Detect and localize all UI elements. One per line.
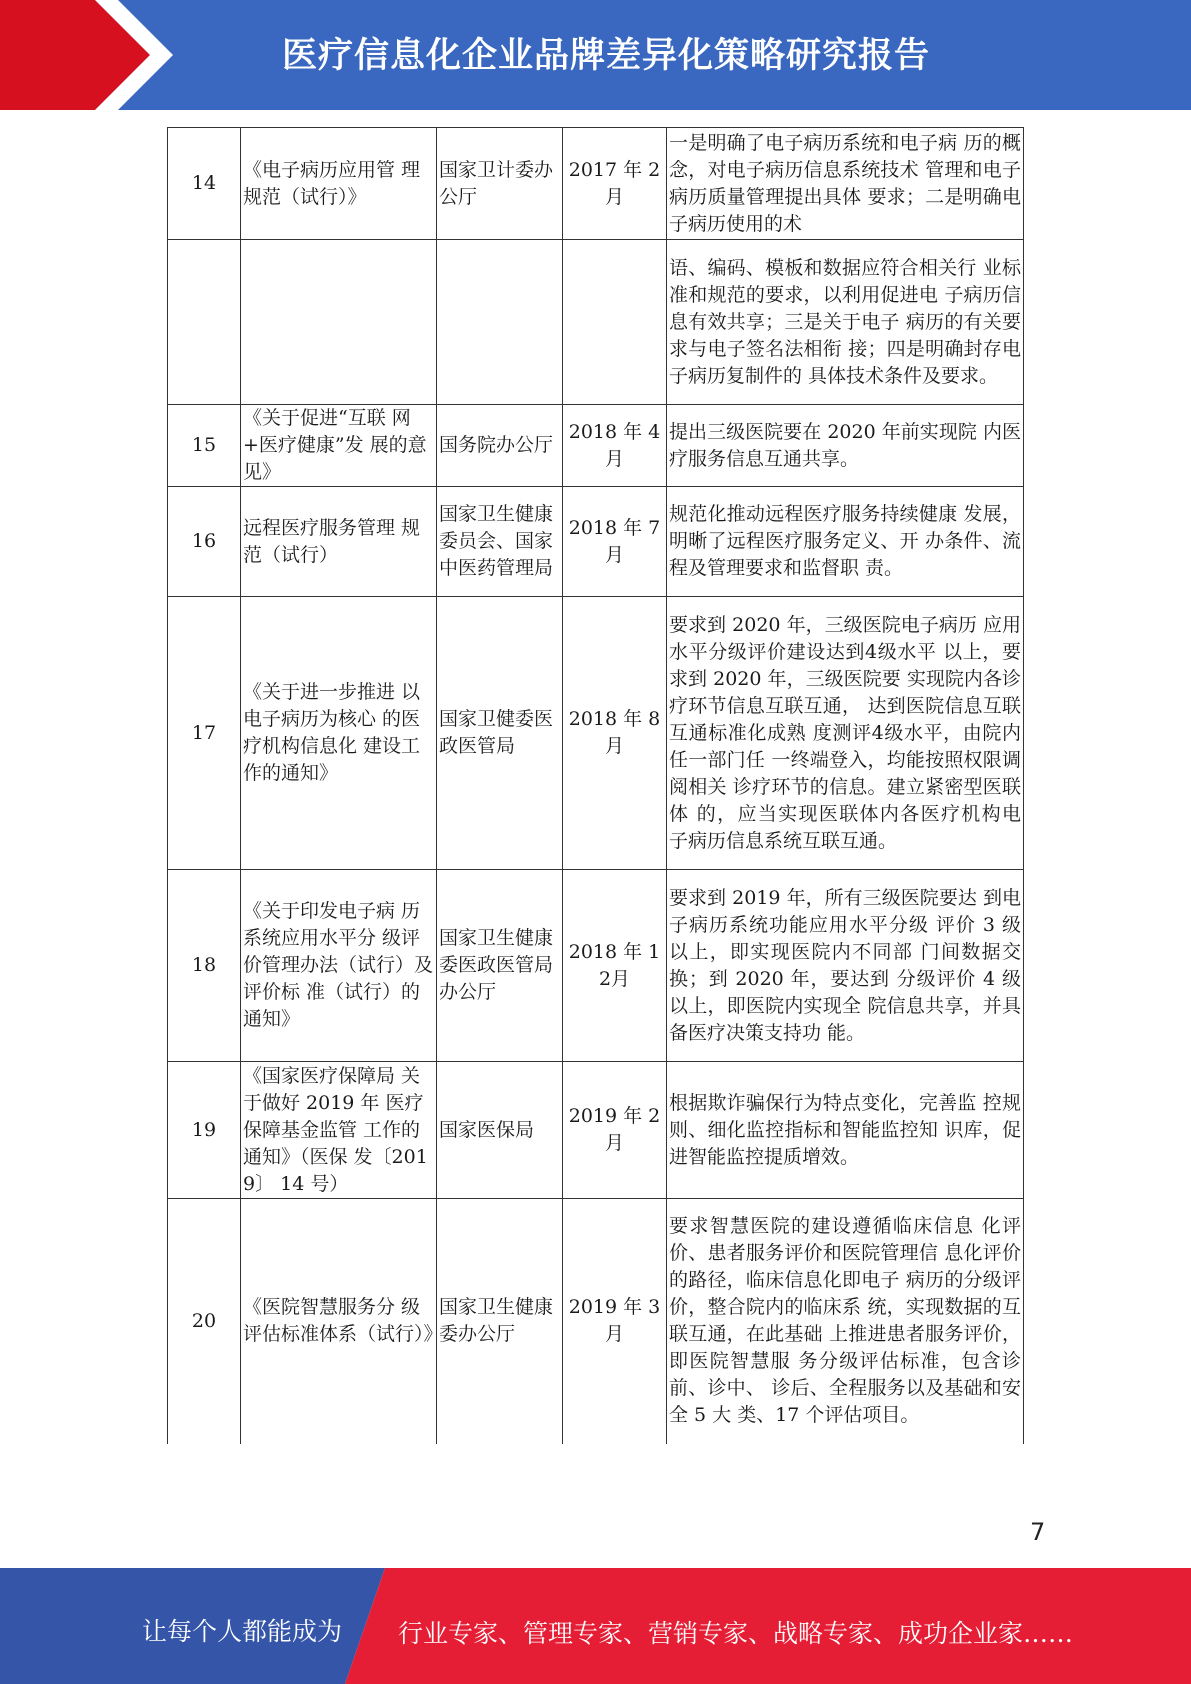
table-row bbox=[168, 1199, 1024, 1444]
issue-date: 2018 年 12月 bbox=[563, 870, 667, 1062]
policy-content: 语、编码、模板和数据应符合相关行 业标准和规范的要求，以利用促进电 子病历信息有效共享；三是关于电子 病历的有关要求与电子签名法相衔 接；四是明确封存电子病历复制件的 具体技术条件及要求。 bbox=[667, 240, 1024, 405]
issuing-authority: 国家医保局 bbox=[437, 1062, 563, 1199]
issue-date: 2018 年 8月 bbox=[563, 597, 667, 870]
issue-date bbox=[563, 240, 667, 405]
policy-content: 一是明确了电子病历系统和电子病 历的概念，对电子病历信息系统技术 管理和电子病历质量管理提出具体 要求；二是明确电子病历使用的术 bbox=[667, 128, 1024, 240]
policy-name: 《关于促进“互联 网+医疗健康”发 展的意见》 bbox=[241, 405, 437, 487]
policy-table bbox=[167, 127, 1024, 1444]
table-row bbox=[168, 487, 1024, 597]
row-number: 14 bbox=[168, 128, 241, 240]
policy-name: 《关于进一步推进 以电子病历为核心 的医疗机构信息化 建设工作的通知》 bbox=[241, 597, 437, 870]
row-number: 18 bbox=[168, 870, 241, 1062]
policy-name: 远程医疗服务管理 规范（试行） bbox=[241, 487, 437, 597]
issuing-authority: 国家卫生健康委办公厅 bbox=[437, 1199, 563, 1444]
table-row bbox=[168, 1062, 1024, 1199]
policy-name: 《医院智慧服务分 级评估标准体系（试行）》 bbox=[241, 1199, 437, 1444]
page-header bbox=[0, 0, 1191, 110]
row-number: 20 bbox=[168, 1199, 241, 1444]
issuing-authority: 国务院办公厅 bbox=[437, 405, 563, 487]
policy-content: 提出三级医院要在 2020 年前实现院 内医疗服务信息互通共享。 bbox=[667, 405, 1024, 487]
policy-content: 要求到 2019 年，所有三级医院要达 到电子病历系统功能应用水平分级 评价 3 级以上，即实现医院内不同部 门间数据交换；到 2020 年，要达到 分级评价 4 级以上，即医院内实现全 院信息共享，并具备医疗决策支持功 能。 bbox=[667, 870, 1024, 1062]
issue-date: 2018 年 4月 bbox=[563, 405, 667, 487]
issue-date: 2019 年 2月 bbox=[563, 1062, 667, 1199]
page-number: 7 bbox=[1030, 1518, 1046, 1546]
policy-content: 要求到 2020 年，三级医院电子病历 应用水平分级评价建设达到4级水平 以上，要求到 2020 年，三级医院要 实现院内各诊疗环节信息互联互通， 达到医院信息互联互通标准化成熟 度测评4级水平，由院内任一部门任 一终端登入，均能按照权限调阅相关 诊疗环节的信息。建立紧密型医联体 的，应当实现医联体内各医疗机构电 子病历信息系统互联互通。 bbox=[667, 597, 1024, 870]
issuing-authority bbox=[437, 240, 563, 405]
policy-name bbox=[241, 240, 437, 405]
issuing-authority: 国家卫健委医政医管局 bbox=[437, 597, 563, 870]
footer-slogan-left: 让每个人都能成为 bbox=[142, 1617, 343, 1646]
policy-content: 要求智慧医院的建设遵循临床信息 化评价、患者服务评价和医院管理信 息化评价的路径，临床信息化即电子 病历的分级评价，整合院内的临床系 统，实现数据的互联互通，在此基础 上推进患者服务评价，即医院智慧服 务分级评估标准，包含诊前、诊中、 诊后、全程服务以及基础和安全 5 大 类、17 个评估项目。 bbox=[667, 1199, 1024, 1444]
issue-date: 2017 年 2月 bbox=[563, 128, 667, 240]
row-number: 16 bbox=[168, 487, 241, 597]
issuing-authority: 国家卫生健康委员会、国家中医药管理局 bbox=[437, 487, 563, 597]
row-number bbox=[168, 240, 241, 405]
table-row bbox=[168, 405, 1024, 487]
report-title: 医疗信息化企业品牌差异化策略研究报告 bbox=[282, 36, 931, 76]
issuing-authority: 国家卫计委办公厅 bbox=[437, 128, 563, 240]
footer-slogan-right: 行业专家、管理专家、营销专家、战略专家、成功企业家…… bbox=[398, 1619, 1074, 1648]
issue-date: 2019 年 3月 bbox=[563, 1199, 667, 1444]
issuing-authority: 国家卫生健康委医政医管局办公厅 bbox=[437, 870, 563, 1062]
issue-date: 2018 年 7月 bbox=[563, 487, 667, 597]
policy-name: 《国家医疗保障局 关于做好 2019 年 医疗保障基金监管 工作的通知》（医保 发〔2019〕 14 号） bbox=[241, 1062, 437, 1199]
table-row bbox=[168, 128, 1024, 240]
policy-name: 《电子病历应用管 理规范（试行）》 bbox=[241, 128, 437, 240]
row-number: 17 bbox=[168, 597, 241, 870]
policy-content: 规范化推动远程医疗服务持续健康 发展，明晰了远程医疗服务定义、开 办条件、流程及管理要求和监督职 责。 bbox=[667, 487, 1024, 597]
row-number: 15 bbox=[168, 405, 241, 487]
table-row bbox=[168, 240, 1024, 405]
table-row bbox=[168, 870, 1024, 1062]
table-row bbox=[168, 597, 1024, 870]
policy-name: 《关于印发电子病 历系统应用水平分 级评价管理办法（试行）及评价标 准（试行）的通知》 bbox=[241, 870, 437, 1062]
row-number: 19 bbox=[168, 1062, 241, 1199]
policy-content: 根据欺诈骗保行为特点变化，完善监 控规则、细化监控指标和智能监控知 识库，促进智能监控提质增效。 bbox=[667, 1062, 1024, 1199]
